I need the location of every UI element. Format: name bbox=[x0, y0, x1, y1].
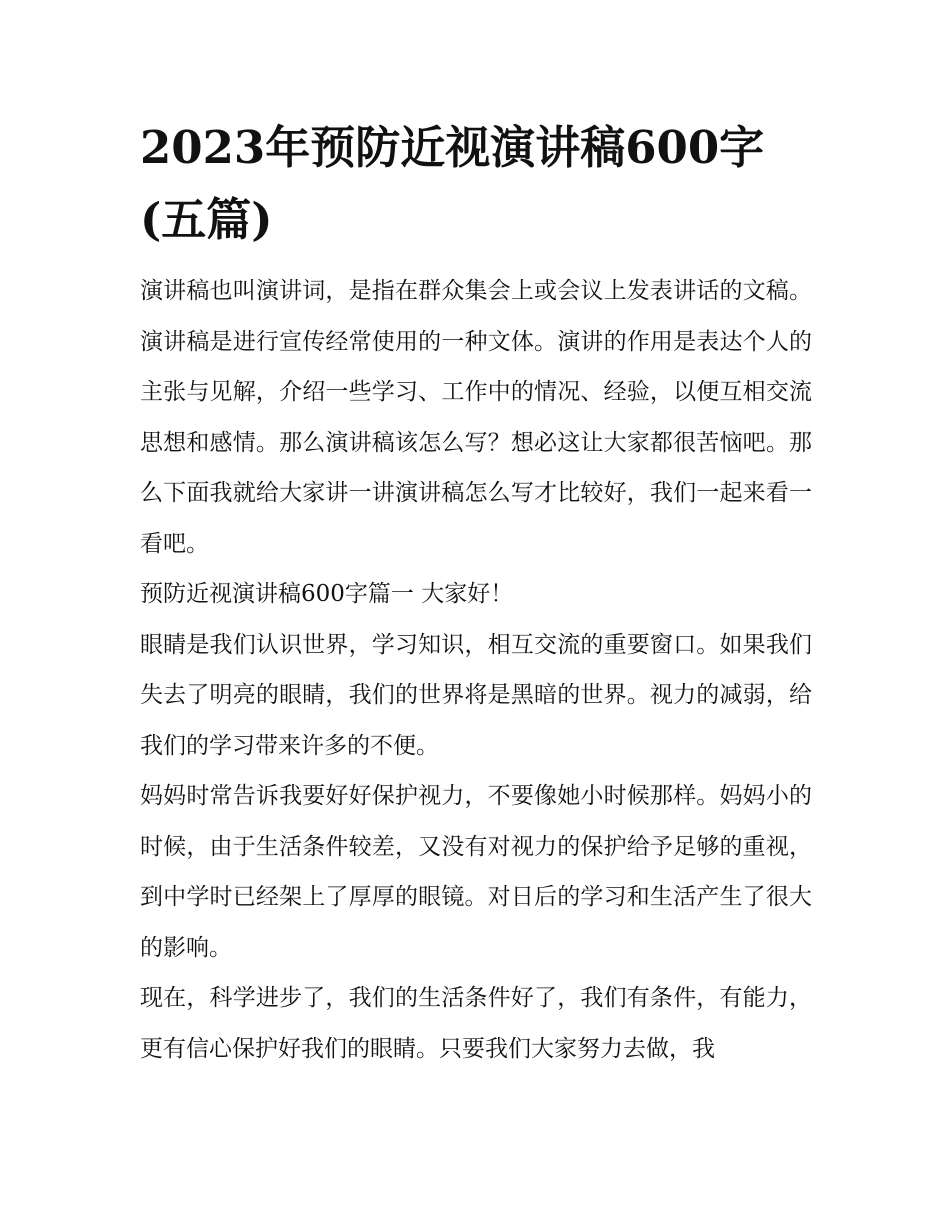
intro-paragraph: 演讲稿也叫演讲词，是指在群众集会上或会议上发表讲话的文稿。演讲稿是进行宣传经常使用的一种文体。演讲的作用是表达个人的主张与见解，介绍一些学习、工作中的情况、经验，以便互相交流思想和感情。那么演讲稿该怎么写？想必这让大家都很苦恼吧。那么下面我就给大家讲一讲演讲稿怎么写才比较好，我们一起来看一看吧。 bbox=[140, 278, 812, 557]
body-paragraph-mother: 妈妈时常告诉我要好好保护视力，不要像她小时候那样。妈妈小的时候，由于生活条件较差，又没有对视力的保护给予足够的重视，到中学时已经架上了厚厚的眼镜。对日后的学习和生活产生了很大的影响。 bbox=[140, 783, 812, 961]
body-paragraph-eyes: 眼睛是我们认识世界，学习知识，相互交流的重要窗口。如果我们失去了明亮的眼睛，我们的世界将是黑暗的世界。视力的减弱，给我们的学习带来许多的不便。 bbox=[140, 631, 812, 759]
document-body bbox=[140, 266, 812, 1074]
body-paragraph-now: 现在，科学进步了，我们的生活条件好了，我们有条件，有能力，更有信心保护好我们的眼睛。只要我们大家努力去做，我 bbox=[140, 985, 812, 1062]
document-title: 2023年预防近视演讲稿600字(五篇) bbox=[140, 121, 765, 246]
document-content bbox=[140, 112, 812, 1074]
section-heading-paragraph: 预防近视演讲稿600字篇一 大家好！ bbox=[140, 581, 514, 607]
